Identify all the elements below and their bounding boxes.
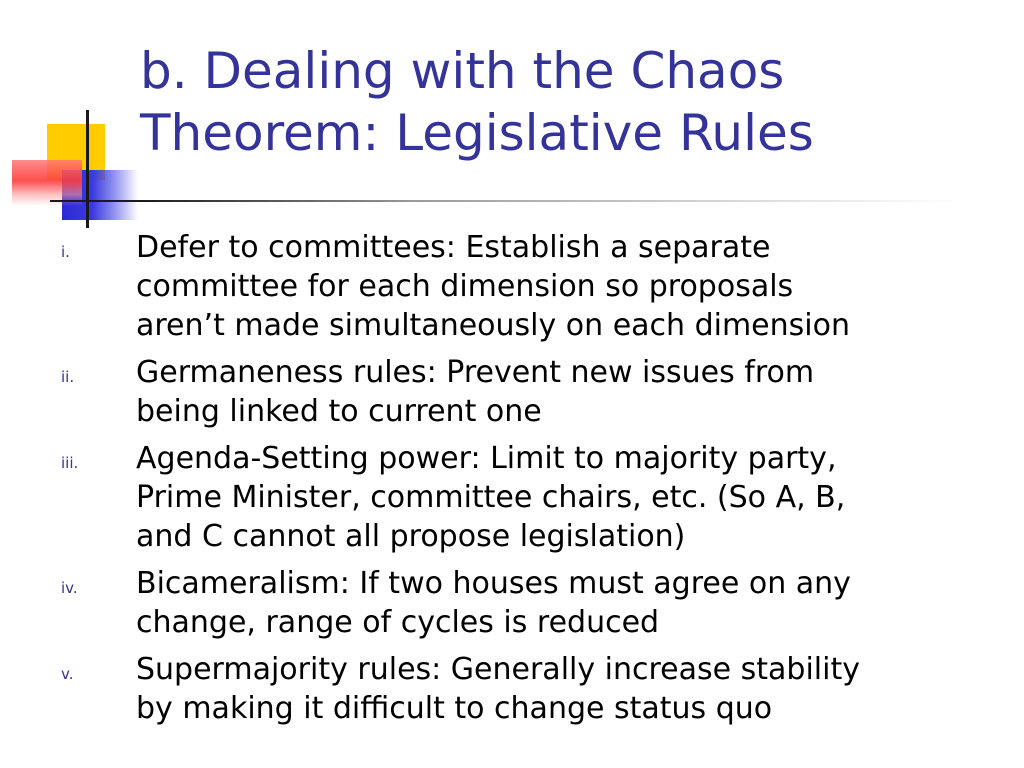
- list-item-text: [136, 650, 996, 728]
- title-line: b. Dealing with the Chaos: [140, 42, 785, 100]
- list-marker: ii.: [61, 368, 75, 386]
- list-item: [0, 564, 1024, 642]
- list-marker: iv.: [61, 579, 78, 597]
- list-item-line: committee for each dimension so proposals: [136, 269, 794, 304]
- decorative-vertical-line: [86, 110, 89, 228]
- title-line: Theorem: Legislative Rules: [140, 104, 814, 162]
- list-item-line: Supermajority rules: Generally increase stability: [136, 652, 860, 687]
- list-item-text: [136, 228, 996, 345]
- list-item: [0, 650, 1024, 728]
- bullet-list: [0, 228, 1024, 736]
- list-item-line: Bicameralism: If two houses must agree on any: [136, 566, 851, 601]
- list-item-line: Germaneness rules: Prevent new issues from: [136, 355, 815, 390]
- list-marker: iii.: [61, 454, 79, 472]
- list-item-line: aren’t made simultaneously on each dimension: [136, 308, 850, 343]
- list-item-line: by making it difficult to change status quo: [136, 691, 773, 726]
- list-item-line: and C cannot all propose legislation): [136, 519, 686, 554]
- list-item: [0, 353, 1024, 431]
- list-item-text: [136, 439, 996, 556]
- list-item: [0, 228, 1024, 345]
- list-item-line: being linked to current one: [136, 394, 542, 429]
- list-item-line: Prime Minister, committee chairs, etc. (So A, B,: [136, 480, 846, 515]
- list-item-line: Defer to committees: Establish a separate: [136, 230, 771, 265]
- list-item-line: change, range of cycles is reduced: [136, 605, 660, 640]
- title-underline: [50, 200, 960, 202]
- list-marker: v.: [61, 665, 74, 683]
- list-item-text: [136, 564, 996, 642]
- list-item-line: Agenda-Setting power: Limit to majority party,: [136, 441, 837, 476]
- list-item-text: [136, 353, 996, 431]
- list-marker: i.: [61, 243, 70, 261]
- list-item: [0, 439, 1024, 556]
- slide-title: [140, 40, 1000, 164]
